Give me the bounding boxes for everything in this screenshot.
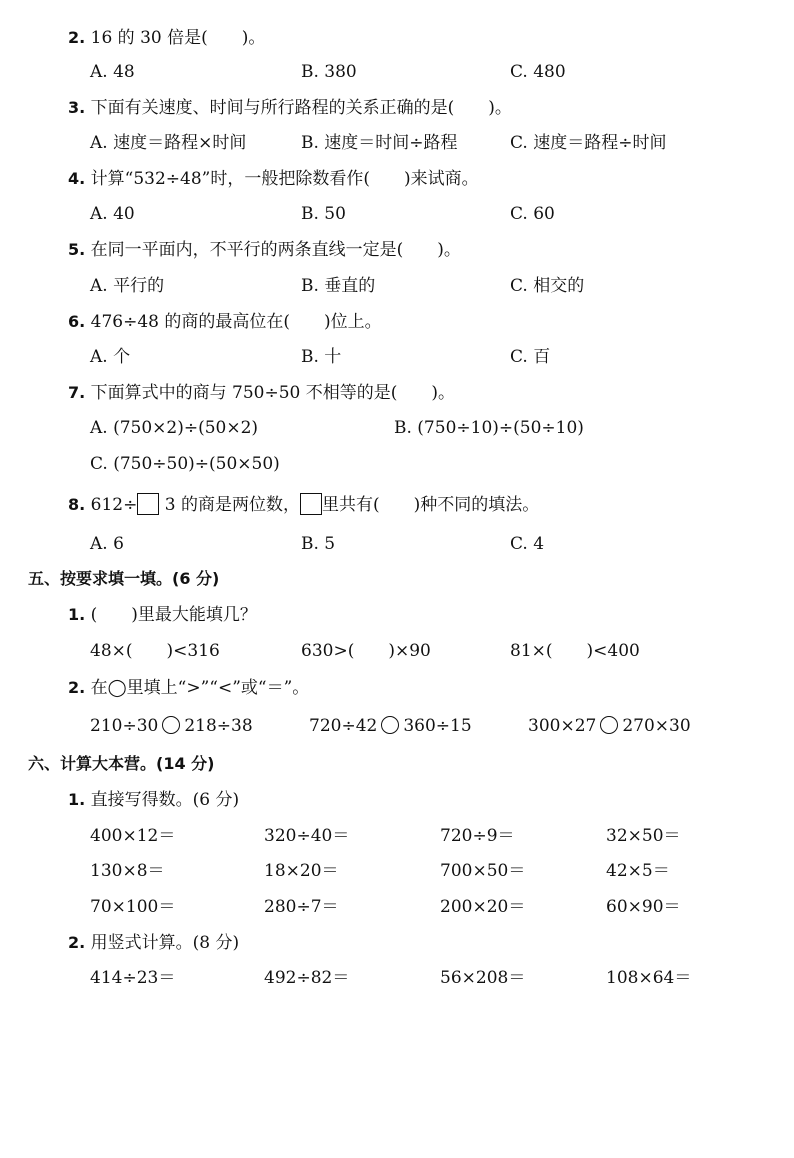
question-number: 5. bbox=[68, 240, 86, 259]
option-c: C. 480 bbox=[510, 62, 566, 82]
question-7 bbox=[68, 382, 455, 404]
question-4 bbox=[68, 168, 479, 190]
compare-right: 270×30 bbox=[622, 716, 691, 736]
option-c: C. 速度＝路程÷时间 bbox=[510, 133, 667, 153]
question-text: 下面有关速度、时间与所行路程的关系正确的是( )。 bbox=[90, 98, 512, 118]
question-text-pre: 612÷ bbox=[90, 495, 138, 515]
question-number: 4. bbox=[68, 169, 86, 188]
fill-expression: 48×( )<316 bbox=[90, 641, 220, 661]
question-8 bbox=[68, 493, 539, 516]
part-text: ( )里最大能填几？ bbox=[90, 605, 257, 625]
compare-expression bbox=[90, 715, 253, 737]
section-6-title: 六、计算大本营。(14 分) bbox=[28, 754, 215, 773]
option-b: B. 速度＝时间÷路程 bbox=[301, 133, 458, 153]
compare-circle bbox=[600, 716, 618, 734]
question-6 bbox=[68, 311, 382, 333]
fill-expression: 630>( )×90 bbox=[301, 641, 431, 661]
question-5 bbox=[68, 239, 461, 261]
option-b: B. 50 bbox=[301, 204, 346, 224]
option-a: A. 48 bbox=[90, 62, 135, 82]
calc-item: 18×20＝ bbox=[264, 861, 339, 881]
calc-item: 32×50＝ bbox=[606, 826, 681, 846]
part-number: 2. bbox=[68, 933, 86, 952]
compare-left: 720÷42 bbox=[309, 716, 378, 736]
calc-item: 700×50＝ bbox=[440, 861, 526, 881]
part-number: 1. bbox=[68, 790, 86, 809]
option-a: A. 平行的 bbox=[90, 276, 165, 296]
option-c: C. 百 bbox=[510, 347, 551, 367]
question-text-post: 里共有( )种不同的填法。 bbox=[321, 495, 540, 515]
part-number: 2. bbox=[68, 678, 86, 697]
question-2 bbox=[68, 27, 265, 49]
sec6-part-2 bbox=[68, 932, 239, 954]
part-text: 直接写得数。(6 分) bbox=[90, 790, 240, 810]
question-number: 2. bbox=[68, 28, 86, 47]
calc-item: 60×90＝ bbox=[606, 897, 681, 917]
calc-item: 200×20＝ bbox=[440, 897, 526, 917]
sec6-part-1 bbox=[68, 789, 239, 811]
blank-box bbox=[137, 493, 159, 515]
option-c: C. 相交的 bbox=[510, 276, 585, 296]
question-number: 3. bbox=[68, 98, 86, 117]
compare-circle bbox=[381, 716, 399, 734]
part-text: 用竖式计算。(8 分) bbox=[90, 933, 240, 953]
option-a: A. (750×2)÷(50×2) bbox=[90, 418, 259, 438]
question-text: 在同一平面内，不平行的两条直线一定是( )。 bbox=[90, 240, 461, 260]
compare-left: 300×27 bbox=[528, 716, 597, 736]
vertical-calc-item: 492÷82＝ bbox=[264, 968, 350, 988]
compare-right: 360÷15 bbox=[403, 716, 472, 736]
sec5-part-1 bbox=[68, 604, 257, 626]
option-b: B. 5 bbox=[301, 534, 336, 554]
vertical-calc-item: 56×208＝ bbox=[440, 968, 526, 988]
calc-item: 320÷40＝ bbox=[264, 826, 350, 846]
fill-expression: 81×( )<400 bbox=[510, 641, 640, 661]
calc-item: 400×12＝ bbox=[90, 826, 176, 846]
part-number: 1. bbox=[68, 605, 86, 624]
question-number: 8. bbox=[68, 495, 86, 514]
calc-item: 130×8＝ bbox=[90, 861, 165, 881]
option-a: A. 个 bbox=[90, 347, 131, 367]
question-number: 6. bbox=[68, 312, 86, 331]
question-text: 下面算式中的商与 750÷50 不相等的是( )。 bbox=[90, 383, 456, 403]
option-a: A. 速度＝路程×时间 bbox=[90, 133, 247, 153]
section-5-title: 五、按要求填一填。(6 分) bbox=[28, 569, 220, 588]
compare-circle bbox=[162, 716, 180, 734]
question-text-mid: 3 的商是两位数， bbox=[164, 495, 300, 515]
blank-box bbox=[300, 493, 322, 515]
question-text: 476÷48 的商的最高位在( )位上。 bbox=[90, 312, 382, 332]
option-c: C. (750÷50)÷(50×50) bbox=[90, 454, 280, 474]
vertical-calc-item: 414÷23＝ bbox=[90, 968, 176, 988]
option-c: C. 4 bbox=[510, 534, 545, 554]
question-text: 计算“532÷48”时，一般把除数看作( )来试商。 bbox=[90, 169, 479, 189]
option-b: B. (750÷10)÷(50÷10) bbox=[394, 418, 584, 438]
question-text: 16 的 30 倍是( )。 bbox=[90, 28, 266, 48]
calc-item: 280÷7＝ bbox=[264, 897, 339, 917]
calc-item: 720÷9＝ bbox=[440, 826, 515, 846]
question-3 bbox=[68, 97, 512, 119]
vertical-calc-item: 108×64＝ bbox=[606, 968, 692, 988]
question-number: 7. bbox=[68, 383, 86, 402]
calc-item: 70×100＝ bbox=[90, 897, 176, 917]
option-a: A. 40 bbox=[90, 204, 135, 224]
calc-item: 42×5＝ bbox=[606, 861, 670, 881]
option-c: C. 60 bbox=[510, 204, 555, 224]
option-b: B. 垂直的 bbox=[301, 276, 376, 296]
compare-left: 210÷30 bbox=[90, 716, 159, 736]
option-b: B. 380 bbox=[301, 62, 357, 82]
option-a: A. 6 bbox=[90, 534, 124, 554]
option-b: B. 十 bbox=[301, 347, 342, 367]
compare-expression bbox=[528, 715, 691, 737]
compare-expression bbox=[309, 715, 472, 737]
compare-right: 218÷38 bbox=[184, 716, 253, 736]
sec5-part-2 bbox=[68, 677, 309, 699]
part-text: 在◯里填上“>”“<”或“＝”。 bbox=[90, 678, 310, 698]
